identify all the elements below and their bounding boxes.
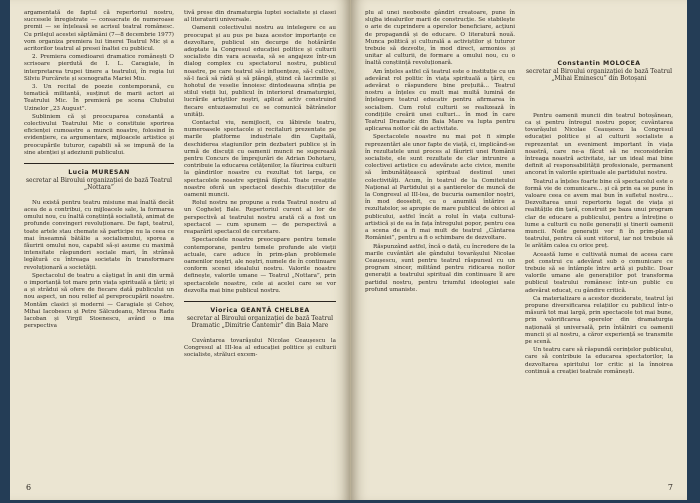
paragraph: plu al unei neobosite gândiri creatoare, pune în slujba idealurilor marii de construcție. Se stabilește o arie de cuprindere a operelor beneficiare, acțiuni de propagandă și de educare. O literatură nouă. Munca politică și culturală a activiștilor și tuturor trebuie să dezvolte, în mod direct, armonios și unitar al culturii, de formare a omului nou, cu o înaltă conștiință revoluționară.: [365, 10, 515, 67]
paragraph: Răspunzând astfel, încă o dată, cu încredere de la marile cuvântări ale gândului tovarășului Nicolae Ceaușescu, sunt pentru teatrul răspunsul cu un program sincer, militând pentru ridicarea noilor generații a teatrului spiritual din continuare îl are partidul nostru, pentru triumful ideologiei sale profund umaniste.: [365, 243, 515, 293]
page-number: 6: [26, 483, 32, 492]
paragraph: Subliniem că și preocuparea constantă a colectivului Teatrului Mic o constituie sporirea eficienței cumoastre a muncii noastre, folosind în evidențiere, ca argumentare, mijloacele artistice și preocupările tuturor, capabili să se impună de la sine atenției și adeziunii publicului.: [24, 113, 174, 156]
book-spread: [10, 0, 700, 503]
author-block: [184, 307, 336, 330]
author-role: secretar al Biroului organizației de bază Teatrul „Mihai Eminescu” din Botoșani: [525, 67, 673, 83]
left-column-1: [24, 10, 174, 332]
paragraph: Spectacolele noastre nu mai pot fi simple reprezentări ale unor fapte de viață, ci, implicând-se în rezultatele unui proces al făuririi unei Românii socialiste, ele sunt rezultate de clar intrunire a colectivei artistice cu adevărate acte civice, menite să îmbunătățească spiritual destinul unei colectivități. Acum, în teatrul de la Comitetului Național al Partidului și a șantierelor de muncă de la Congresul al III-lea, de bucuria oamenilor noștri, în mod deosebit, cu o anumită întărire a rezultatelor, se apropie de mare publicul de obicei al publicului, astfel încât a rolul în viața cultural-artistică și de ea în fața întregului popor, pentru cea a scena de a fi mai mult de teatrul „Cântarea României”, pentru a fi o schimbare de dezvoltare.: [365, 134, 515, 242]
paragraph: Un teatru care să răspundă cerințelor publicului, care să contribuie la educarea spectatorilor, la dezvoltarea spiritului lor critic și la înnoirea continuă a creației teatrale românești.: [525, 347, 673, 375]
right-column-2: [525, 60, 673, 377]
paragraph: Această lume e cultivată numai de aceea care pot construi cu adevărat sub o comunicare ce trebuie să se întâmple între artă și public. Doar valorile umane ale generațiilor pot transforma publicul teatrului românesc într-un public cu adevărat educat, cu gândire critică.: [525, 251, 673, 294]
paragraph: Rolul nostru ne propune a reda Teatrul nostru al un Cogheleț Bale. Repertoriul curent al lor de perspectivă al teatrului nostru arată că a fost un spectacol — cum spunem — de perspectivă a reaparării spectacol de cercetare.: [184, 200, 336, 236]
divider: [24, 163, 174, 164]
left-column-2: [184, 10, 336, 360]
author-name: Lucia MURESAN: [68, 169, 130, 177]
paragraph: Teatrul a înțeles foarte bine că spectacolul este o formă vie de comunicare... și că prin ea se pune în valoare ceea ce avem mai bun în sufletul nostru... Dezvoltarea unui repertoriu legat de viața și realitățile din țară, construit pe baza unui program clar de educare a publicului, pentru a întreține o lume a culturii cu noile generații și tinerii oamenii muncii. Noile generații vor fi în prim-planul teatrului, pentru că sunt viitorul, iar noi trebuie să le arătăm calea cu orice preț.: [525, 178, 673, 250]
right-page: [351, 0, 687, 500]
paragraph: 2. Premiera comedioarei dramatice românești O scrisoare pierdută de I. L. Caragiale, în interpretarea trupei tinere a teatrului, în regia lui Silviu Purcărete și scenografia Mariei Miu.: [24, 54, 174, 82]
paragraph: Contactul viu, nemijlocit, cu lăbirele teatru, numeroasele spectacole și recitaluri prezentate pe marile platforme industriale din Capitală, deschiderea stagiunilor prin dezbateri publice și în urmă de discuții cu oamenii muncii ne sugerează pentru Concurs de împrejurări de Adrian Dohotaru, contribuie la educarea cetățenilor, la făurirea culturii la gândirilor noastre cu rezultat tot larga, ce spectacolele noastre sprijină făptul. Toate creațiile noastre oferă un spectacol deschis discuțiilor de oamenii muncii.: [184, 120, 336, 199]
paragraph: Ca materializare a acestor deziderate, teatrul își propune diversificarea relațiilor cu publicul într-o măsură tot mai largă, prin spectacole tot mai bune, prin valorificarea operelor din dramaturgia națională și universală, prin întâlniri cu oamenii muncii și al nostru, a căror experiență se transmite pe scenă.: [525, 295, 673, 346]
paragraph: Nu există pentru teatru misiune mai înaltă decât acea de a contribui, cu mijloacele sale, la formarea omului nou, cu înaltă conștiință socialistă, animat de profunde convingeri revoluționare. De fapt, teatrul, toate artele stau chemate să participe nu la ceea ce mai înseamnă bătălie a socialismului, sporea a făuririi omului nou, capabil să-și asume cu maximă intensitate răspunderi sociale mari, în strânsă legătură cu întreaga societate în transformare revoluționară a societății.: [24, 199, 174, 271]
author-role: secretar al Biroului organizației de bază Teatrul Dramatic „Dimitrie Cantemir” din Baia Mare: [186, 314, 334, 330]
right-column-1: [365, 10, 515, 295]
paragraph: 3. Un recital de poezie contemporană, cu tematică militantă, susținut de marii actori ai Teatrului Mic. În premieră pe scena Clubului Uzinelor „23 August”.: [24, 84, 174, 112]
paragraph: Pentru oamenii muncii din teatrul botoșănean, ca și pentru întregul nostru popor, cuvântarea tovarășului Nicolae Ceaușescu la Congresul educației politice și al culturii socialiste a reprezentat un eveniment important în viața noastră, care ne-a făcut să ne reconsiderăm întreaga noastră activitate, iar un ideal mai bine definit al responsabilității profesionale, permanent ancorat în valorile spirituale ale partidului nostru.: [525, 112, 673, 177]
author-name: Viorica GEANTĂ CHELBEA: [210, 306, 310, 314]
author-role: secretar al Biroului organizației de bază Teatrul „Nottara”: [25, 176, 173, 192]
author-block: [525, 60, 673, 83]
paragraph: Oamenii colectivului nostru au intelegere ce au preocupat și au pus pe baza acestor importanțe ce dezvoltare, publicul sin decurge de hotărârile adoptate la Congresul educației politice și culturii socialiste din vara aceasta, să se angajeze într-un dialog complex cu spectatorul nostru, publicul noastre, pe care teatrul să-i influențeze, să-l cultive, să-l facă să râdă și să plângă, știind că lacrimile și hohotul de veselie înnoiesc dintodeauna sfinția pe stilul vieții lui, publicul în interiorul dramaturgiei, lucrările artiștilor noștri, aplicat activ construind fiecare entuziasmului ce se comunică bătrânelor unități.: [184, 25, 336, 118]
paragraph: Spectacolul de teatru a câștigat în anii din urmă o importanță tot mare prin viața spirituală a țării; și a și strădui să ofere de fiecare dată publicului un nou aspect, un nou relief al pereprocupării noastre. Montăm clasici și moderni — Caragiale și Cehov, Mihai Iacobescu și Petre Sălcudeanu, Mircea Radu Iacoban și Virgil Stoenescu, având o ima perspectiva: [24, 272, 174, 330]
paragraph: argamentată de faptul că repertoriul nostru, succesele înregistrate — consacrate de numeroase premii — se înțeleasă se acrisul teatral românesc. Cu prilejul acestei săptămâni (7—8 decembrie 1977) vom organiza premiera lui tinerei Teatrul Mic și a acritorilor teatrul al presei înaltei cu publicul.: [24, 10, 174, 53]
author-block: [24, 169, 174, 192]
left-page: [10, 0, 351, 500]
divider: [184, 301, 336, 302]
paragraph: Am înțeles astfel că teatrul este o instituție cu un adevărat rol politic în viața spirituală a țării, cu adevărat o răspundere bine prețuită... Teatrul nostru a înțeles cu mult mai multă lumină de înțelegere teatrul educativ pentru afirmarea în socialism. Cum rolul culturii se realizează în condițiile creării unei culturi... în mod în care Teatrul Dramatic din Baia Mare va lupta pentru aplicarea noilor căi de activitate.: [365, 68, 515, 133]
paragraph: Cuvântarea tovarășului Nicolae Ceaușescu la Congresul al III-lea al educației politice și culturii socialiste, străluci excem-: [184, 337, 336, 359]
paragraph: tivă prese din dramaturgia luptei socialiste și clasei al literaturii universale.: [184, 10, 336, 24]
author-name: Constantin MOLOCEA: [557, 60, 641, 67]
page-number: 7: [667, 483, 673, 492]
paragraph: Spectacolele noastre preocupare pentru temele contemporane, pentru temele profunde ale vieții actuale, care aduce în prim-plan problemele oamenilor noștri, ale noștri, numele de în continuare conform scenei idealului nostru. Valorile noastre definește, valorile umane — Teatrul „Nottara”, prin spectacolele noastre, cele ai acelei care se vor dezvolta mai bine publicul nostru.: [184, 237, 336, 294]
